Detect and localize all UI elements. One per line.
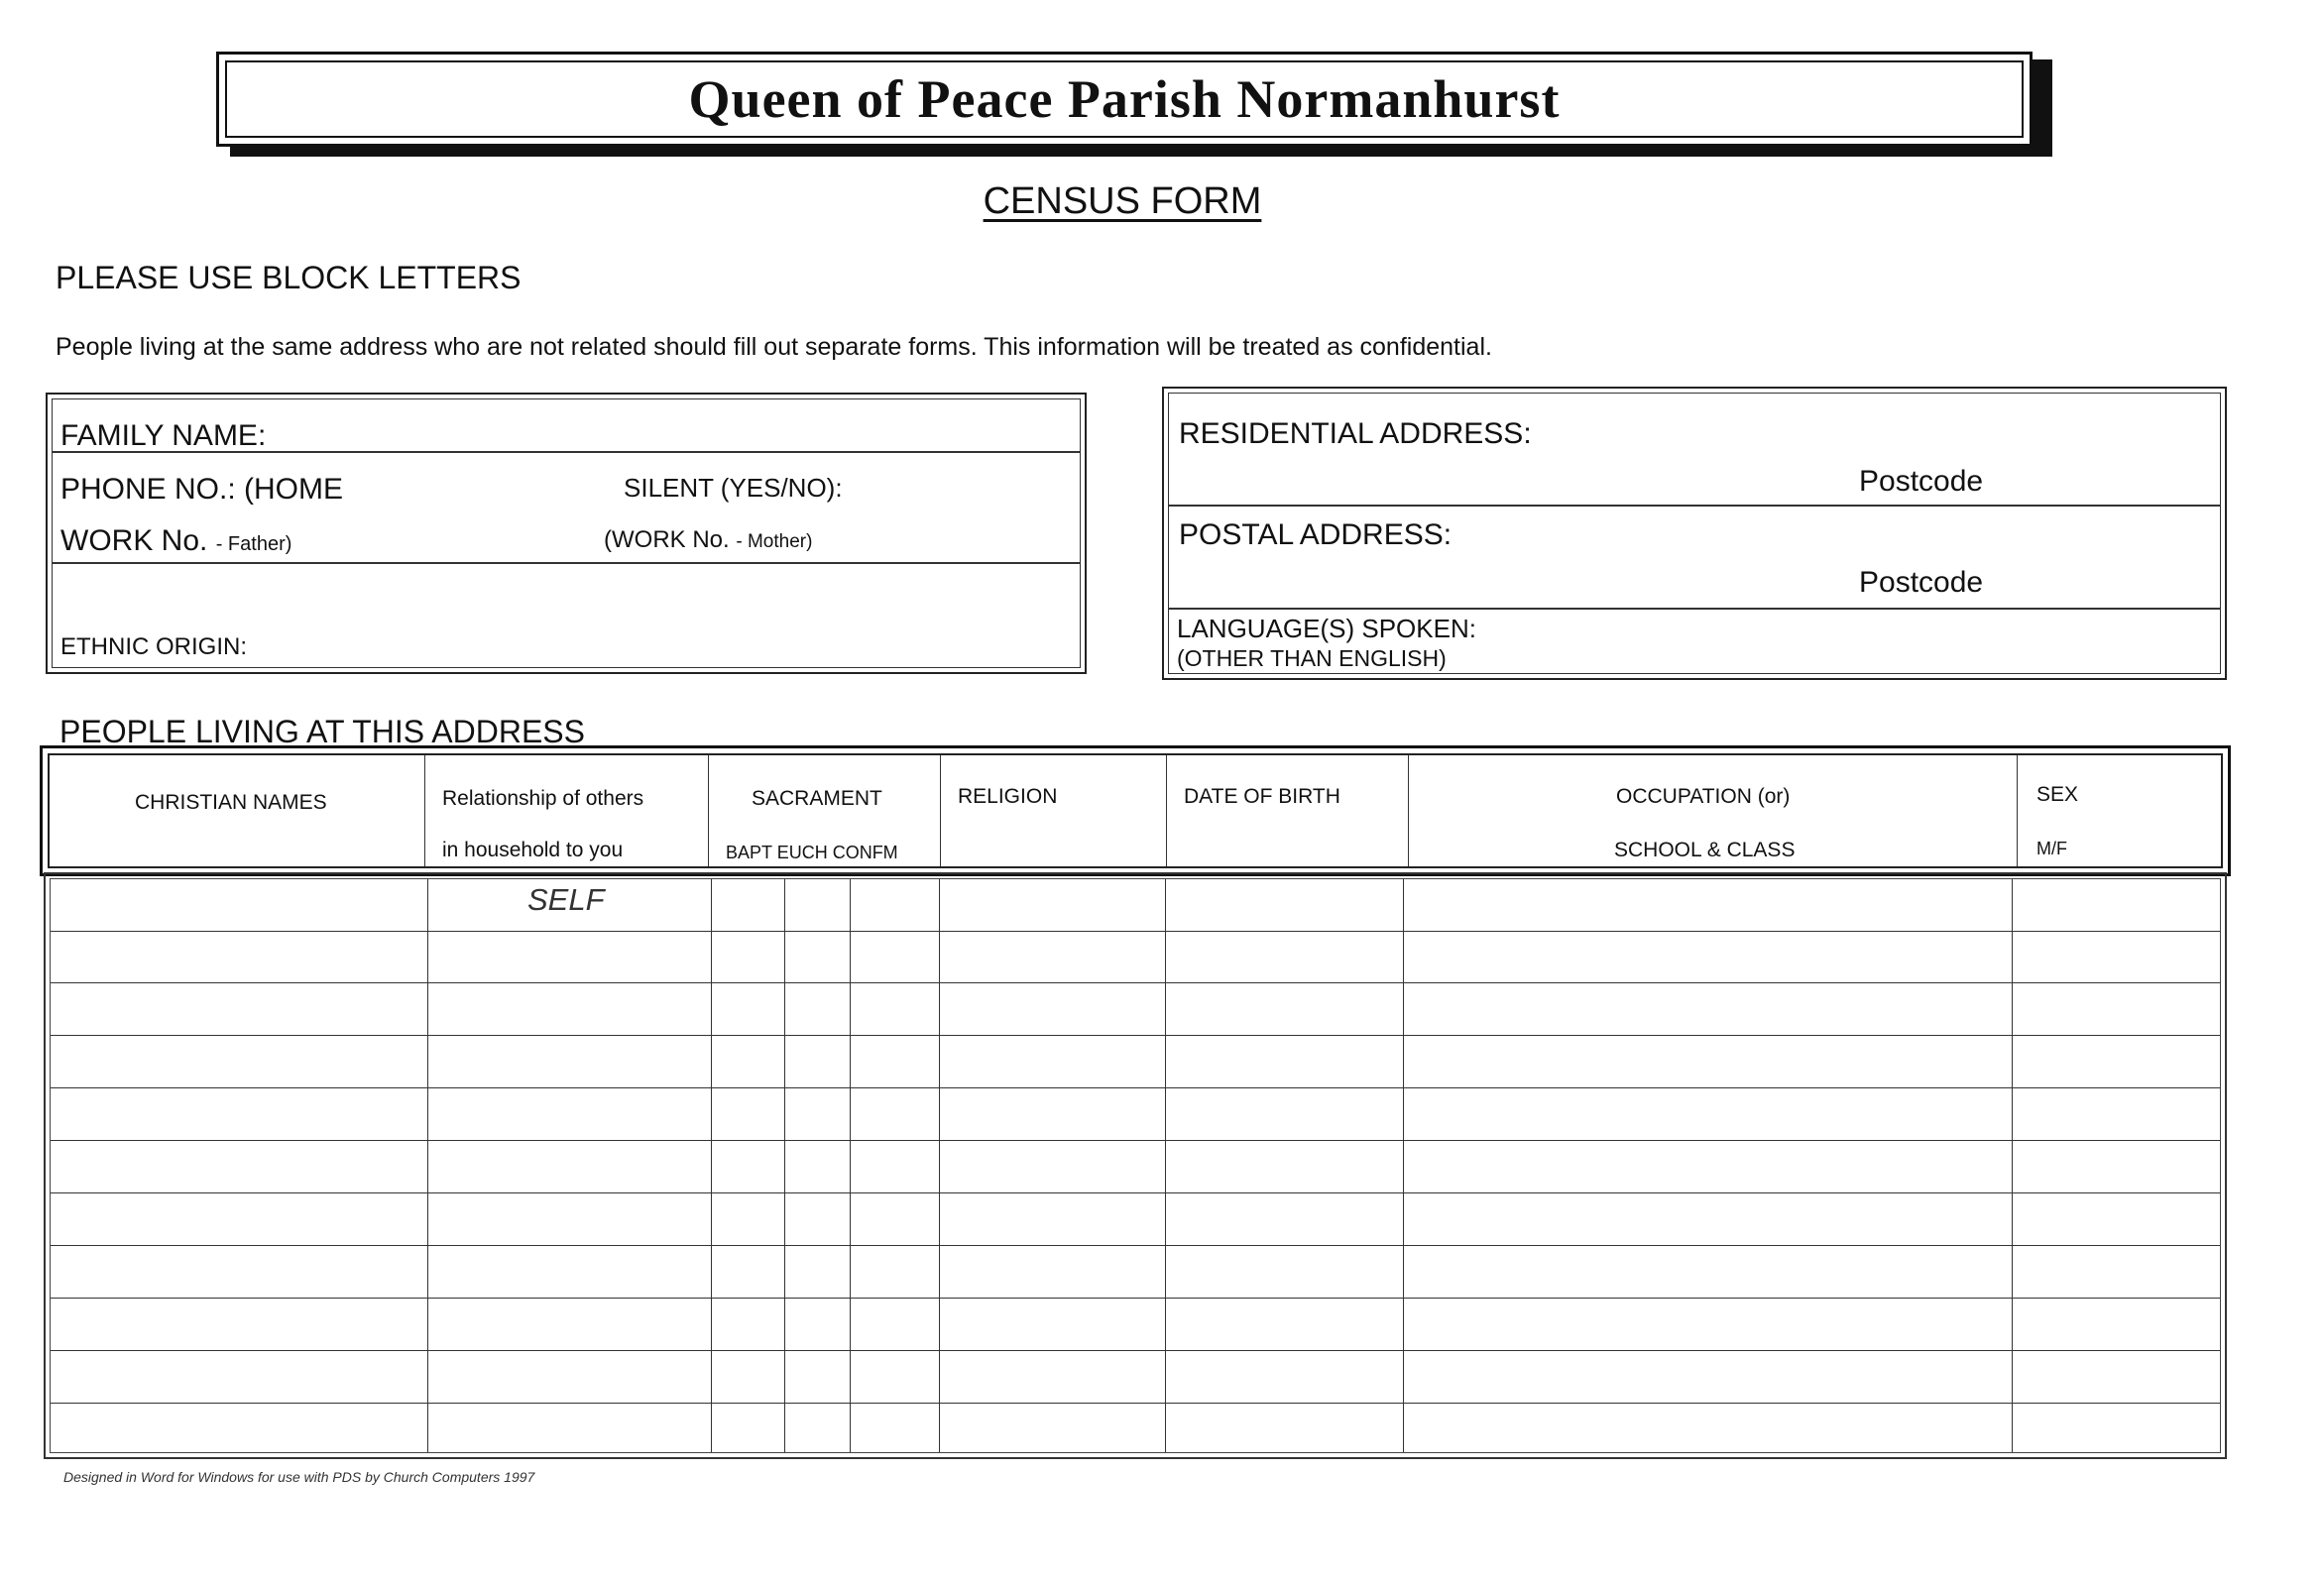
people-section-title: PEOPLE LIVING AT THIS ADDRESS bbox=[59, 714, 585, 749]
languages-spoken-label: LANGUAGE(S) SPOKEN: bbox=[1177, 614, 1476, 643]
work-mother-label: (WORK No. - Mother) bbox=[604, 526, 813, 553]
address-box bbox=[1162, 387, 2227, 680]
title-banner bbox=[216, 52, 2033, 147]
table-row bbox=[51, 1245, 2220, 1246]
col-sex-sub: M/F bbox=[2036, 839, 2067, 858]
col-relationship-1: Relationship of others bbox=[442, 787, 644, 810]
col-occupation-1: OCCUPATION (or) bbox=[1616, 785, 1791, 808]
col-date-of-birth: DATE OF BIRTH bbox=[1184, 785, 1340, 808]
postal-address-label: POSTAL ADDRESS: bbox=[1179, 518, 1452, 551]
table-row bbox=[51, 1350, 2220, 1351]
phone-home-label: PHONE NO.: (HOME bbox=[60, 473, 344, 506]
postcode-label-postal: Postcode bbox=[1859, 566, 1984, 599]
people-table-body bbox=[44, 872, 2227, 1459]
family-details-box bbox=[46, 393, 1087, 674]
family-name-label: FAMILY NAME: bbox=[60, 419, 267, 452]
residential-address-label: RESIDENTIAL ADDRESS: bbox=[1179, 417, 1532, 450]
self-entry: SELF bbox=[527, 882, 605, 917]
ethnic-origin-label: ETHNIC ORIGIN: bbox=[60, 633, 248, 660]
silent-label: SILENT (YES/NO): bbox=[624, 473, 843, 503]
col-religion: RELIGION bbox=[958, 785, 1058, 808]
table-row bbox=[51, 931, 2220, 932]
footer-credit: Designed in Word for Windows for use with PDS by Church Computers 1997 bbox=[63, 1469, 535, 1485]
col-relationship-2: in household to you bbox=[442, 839, 624, 861]
table-row bbox=[51, 1087, 2220, 1088]
col-christian-names: CHRISTIAN NAMES bbox=[135, 791, 327, 814]
table-row bbox=[51, 1035, 2220, 1036]
confidentiality-notice: People living at the same address who are not related should fill out separate forms. This information will be treated as confidential. bbox=[56, 333, 1492, 361]
people-table-header bbox=[40, 745, 2231, 876]
table-row bbox=[51, 1192, 2220, 1193]
col-sex: SEX bbox=[2036, 783, 2079, 806]
col-sacrament: SACRAMENT bbox=[752, 787, 882, 810]
col-occupation-2: SCHOOL & CLASS bbox=[1614, 839, 1796, 861]
table-row bbox=[51, 1403, 2220, 1404]
table-row bbox=[51, 1298, 2220, 1299]
table-row bbox=[51, 1140, 2220, 1141]
col-sacrament-sub: BAPT EUCH CONFM bbox=[726, 843, 898, 862]
block-letters-instruction: PLEASE USE BLOCK LETTERS bbox=[56, 260, 522, 295]
parish-title: Queen of Peace Parish Normanhurst bbox=[688, 69, 1561, 129]
form-title: CENSUS FORM bbox=[983, 180, 1262, 222]
languages-spoken-sublabel: (OTHER THAN ENGLISH) bbox=[1177, 645, 1447, 671]
table-row bbox=[51, 982, 2220, 983]
work-father-label: WORK No. - Father) bbox=[60, 524, 292, 557]
postcode-label-residential: Postcode bbox=[1859, 465, 1984, 498]
